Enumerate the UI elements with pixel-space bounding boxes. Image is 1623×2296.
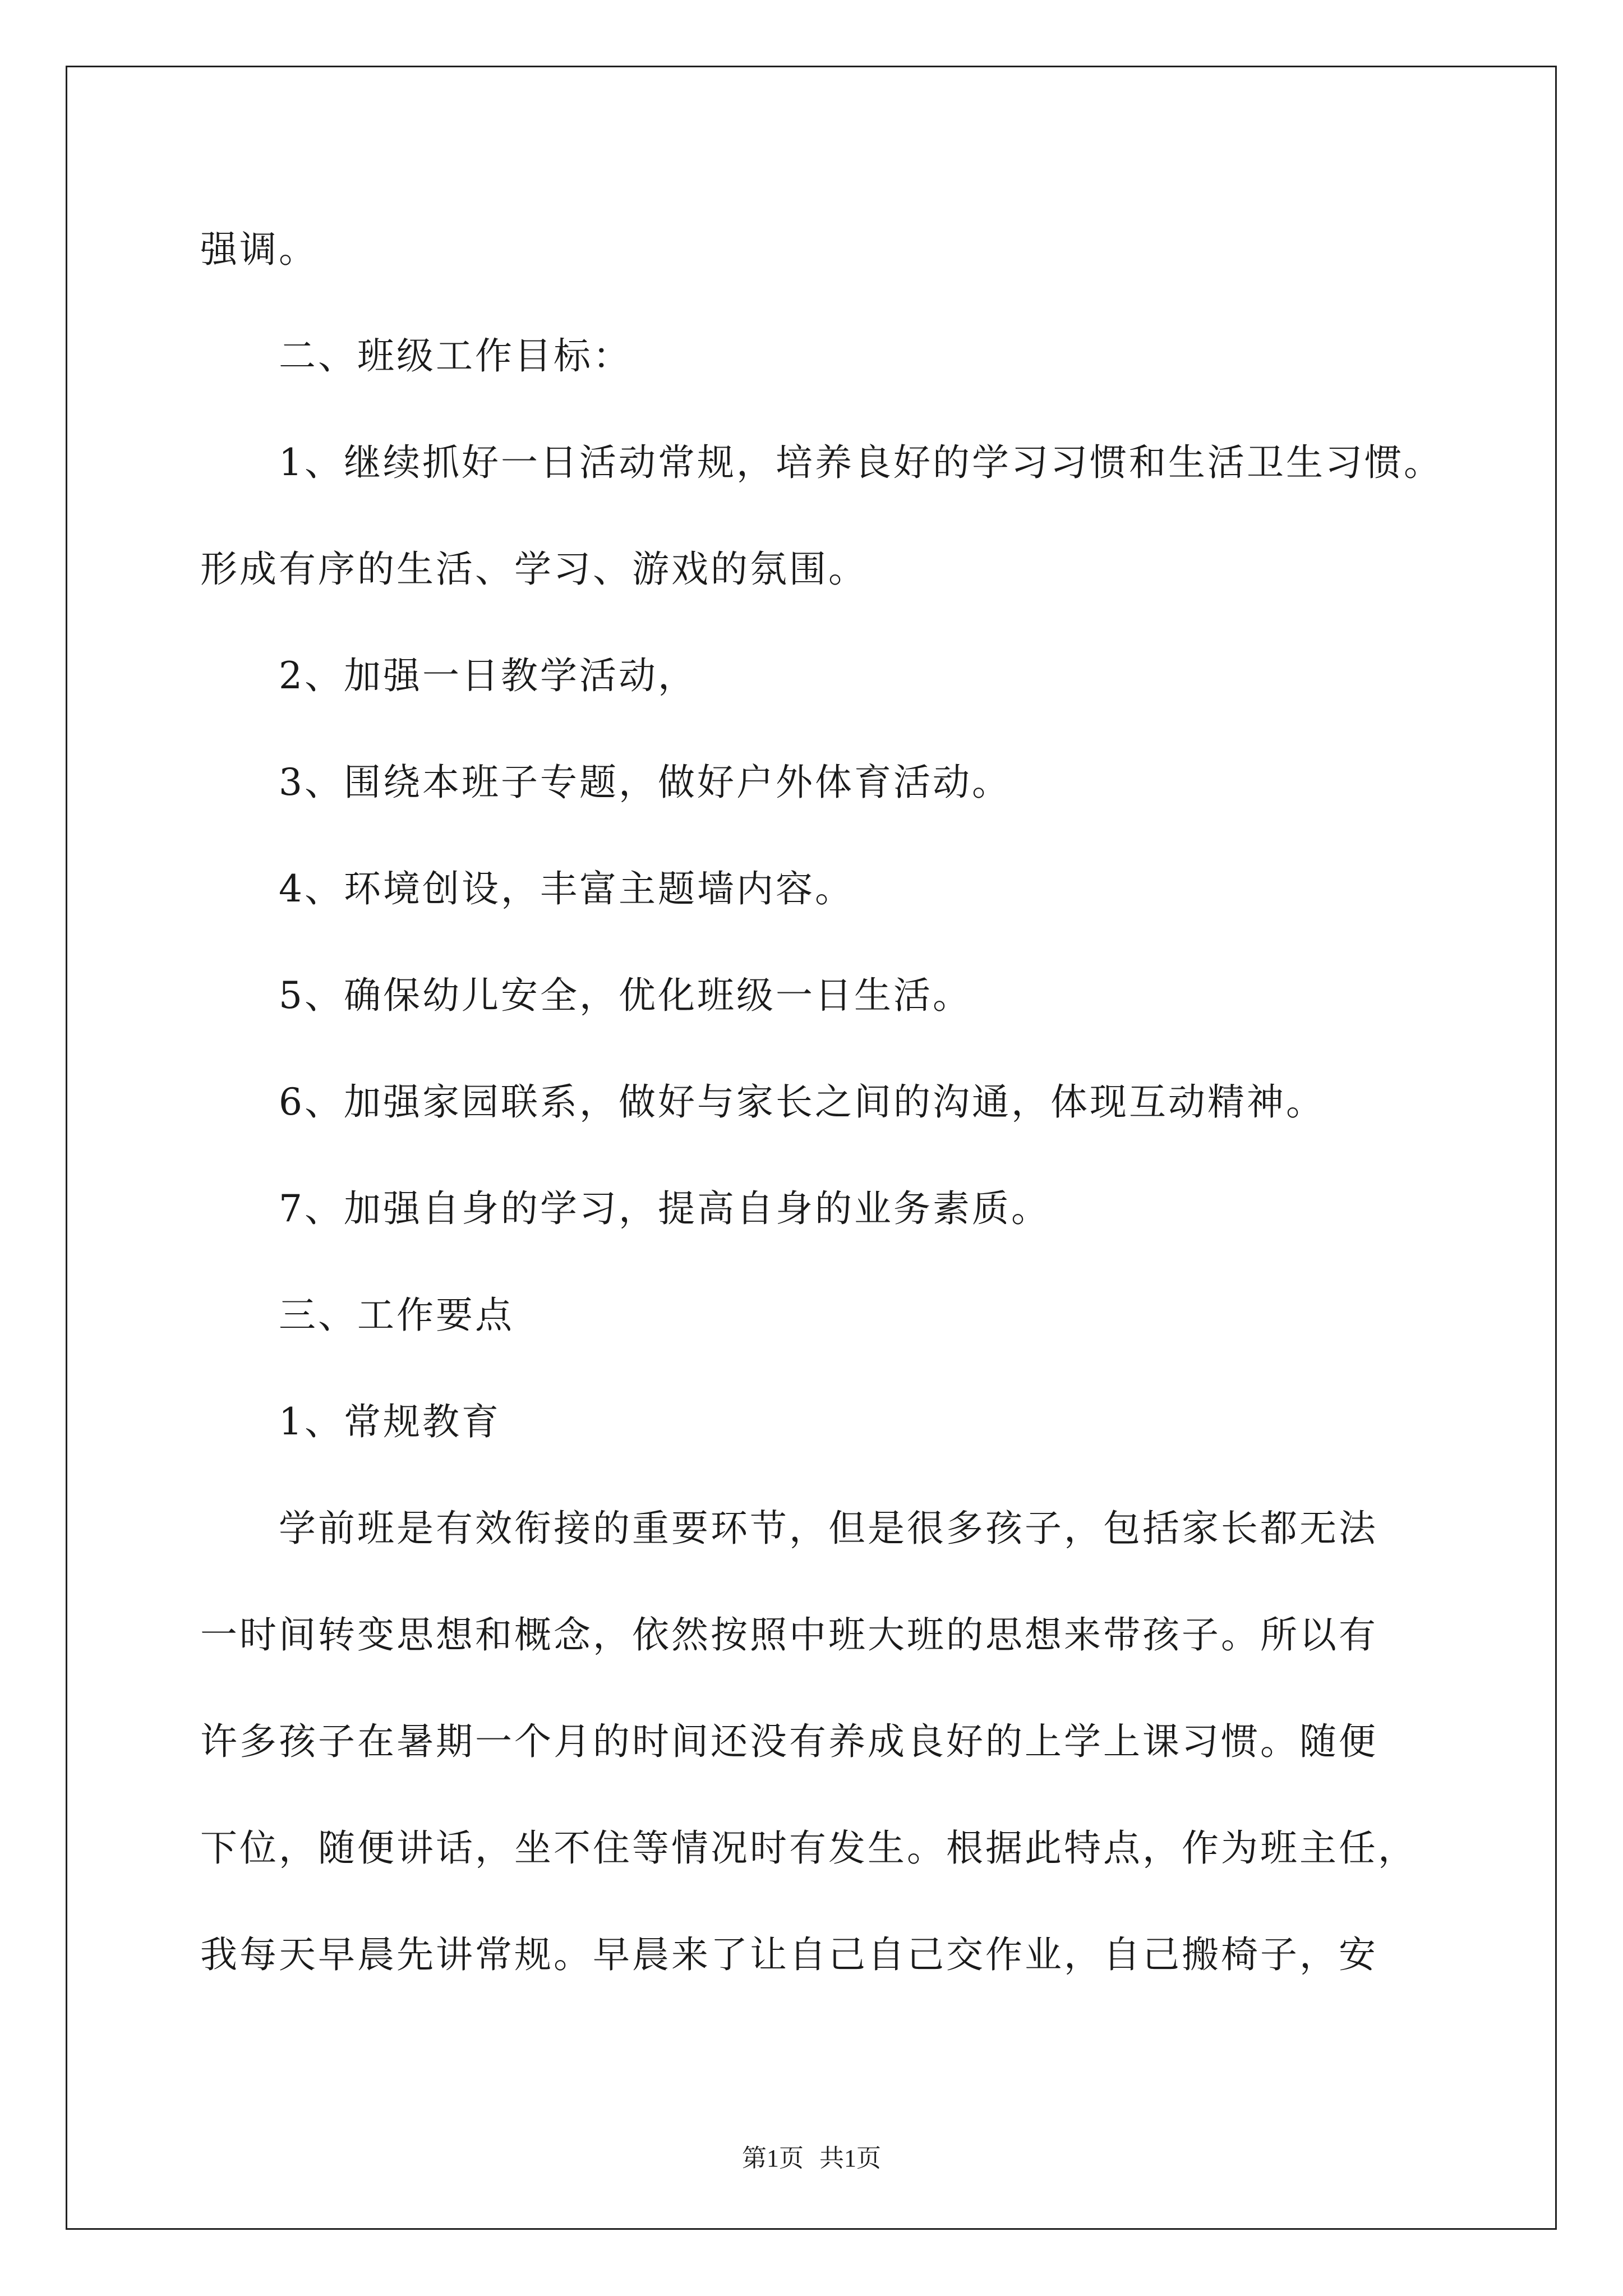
section-heading-key-points: 三、工作要点 bbox=[279, 1294, 514, 1337]
paragraph-line-4: 下位，随便讲话，坐不住等情况时有发生。根据此特点，作为班主任， bbox=[200, 1826, 1417, 1870]
goal-item-6: 6、加强家园联系，做好与家长之间的沟通，体现互动精神。 bbox=[279, 1080, 1325, 1124]
subheading-routine-education: 1、常规教育 bbox=[279, 1400, 501, 1443]
page-number-total: 共1页 bbox=[819, 2145, 881, 2172]
paragraph-line-5: 我每天早晨先讲常规。早晨来了让自己自己交作业，自己搬椅子，安 bbox=[200, 1933, 1378, 1976]
goal-item-7: 7、加强自身的学习，提高自身的业务素质。 bbox=[279, 1187, 1050, 1230]
goal-item-3: 3、围绕本班子专题，做好户外体育活动。 bbox=[279, 761, 1011, 804]
paragraph-line-2: 一时间转变思想和概念，依然按照中班大班的思想来带孩子。所以有 bbox=[200, 1613, 1378, 1657]
goal-item-1: 1、继续抓好一日活动常规，培养良好的学习习惯和生活卫生习惯。 bbox=[279, 441, 1443, 484]
paragraph-line-1: 学前班是有效衔接的重要环节，但是很多孩子，包括家长都无法 bbox=[279, 1507, 1378, 1550]
page-border bbox=[66, 66, 1557, 2230]
section-heading-goals: 二、班级工作目标： bbox=[279, 334, 632, 378]
goal-item-2: 2、加强一日教学活动， bbox=[279, 654, 697, 697]
goal-item-4: 4、环境创设，丰富主题墙内容。 bbox=[279, 867, 854, 910]
goal-item-1-continued: 形成有序的生活、学习、游戏的氛围。 bbox=[200, 547, 868, 591]
paragraph-line-3: 许多孩子在暑期一个月的时间还没有养成良好的上学上课习惯。随便 bbox=[200, 1720, 1378, 1763]
page-number-current: 第1页 bbox=[742, 2145, 804, 2172]
goal-item-5: 5、确保幼儿安全，优化班级一日生活。 bbox=[279, 974, 972, 1017]
text-line-1: 强调。 bbox=[200, 228, 318, 271]
page-footer bbox=[0, 2143, 1623, 2174]
